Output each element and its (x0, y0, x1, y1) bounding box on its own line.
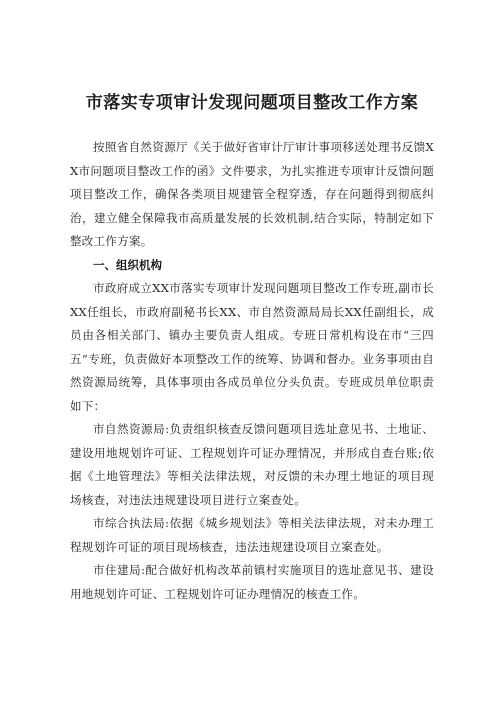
section-heading-organization: 一、组织机构 (93, 257, 162, 272)
document-body (70, 136, 434, 606)
organization-paragraph: 市政府成立XX市落实专项审计发现问题项目整改工作专班,副市长XX任组长，市政府副秘书长XX、市自然资源局局长XX任副组长，成员由各相关部门、镇办主要负责人组成。专班日常机构设在市“三四五”专班，负责做好本项整改工作的统筹、协调和督办。业务事项由自然资源局统筹，具体事项由各成员单位分头负责。专班成员单位职责如下： (70, 281, 434, 413)
law-enforcement-bureau-paragraph: 市综合执法局:依据《城乡规划法》等相关法律法规，对未办理工程规划许可证的项目现场核查，违法违规建设项目立案查处。 (70, 516, 434, 554)
document-title: 市落实专项审计发现问题项目整改工作方案 (85, 93, 419, 113)
intro-paragraph: 按照省自然资源厅《关于做好省审计厅审计事项移送处理书反馈XX市问题项目整改工作的函》文件要求，为扎实推进专项审计反馈问题项目整改工作，确保各类项目规建管全程穿透，存在问题得到彻底纠治，建立健全保障我市高质量发展的长效机制,结合实际，特制定如下整改工作方案。 (70, 140, 434, 248)
natural-resources-bureau-paragraph: 市自然资源局:负责组织核查反馈问题项目选址意见书、土地证、建设用地规划许可证、工程规划许可证办理情况，并形成自查台账;依据《土地管理法》等相关法律法规，对反馈的未办理土地证的项目现场核查，对违法违规建设项目进行立案查处。 (70, 422, 434, 507)
housing-construction-bureau-paragraph: 市住建局:配合做好机构改革前镇村实施项目的选址意见书、建设用地规划许可证、工程规划许可证办理情况的核查工作。 (70, 563, 434, 601)
